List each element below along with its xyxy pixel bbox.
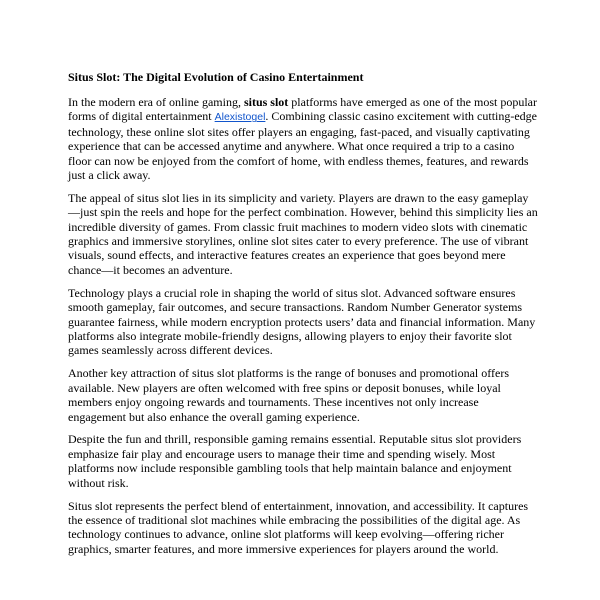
paragraph-appeal — [68, 191, 538, 277]
body-text: platforms have emerged as one of the most popular forms of digital entertainment — [68, 94, 538, 124]
document-body — [68, 95, 538, 556]
document-title: Situs Slot: The Digital Evolution of Casino Entertainment — [68, 70, 364, 84]
alexistogel-link[interactable]: Alexistogel — [214, 111, 266, 124]
body-text: Despite the fun and thrill, responsible gaming remains essential. Reputable situs slot providers emphasize fair play and encourage users to manage their time and spending wisely. Most platforms now include responsible gambling tools that help maintain balance and enjoyment without risk. — [68, 432, 522, 490]
paragraph-responsible — [68, 432, 538, 490]
body-text: In the modern era of online gaming, — [68, 94, 244, 109]
paragraph-bonuses — [68, 366, 538, 424]
paragraph-intro — [68, 95, 538, 182]
body-text: Situs slot represents the perfect blend of entertainment, innovation, and accessibility. It captures the essence of traditional slot machines while embracing the possibilities of the digital age. As technology continues to advance, online slot platforms will keep evolving—offering richer graphics, smarter features, and more immersive experiences for players around the world. — [68, 498, 529, 556]
body-text: Another key attraction of situs slot platforms is the range of bonuses and promotional offers available. New players are often welcomed with free spins or deposit bonuses, while loyal members enjoy ongoing rewards and tournaments. These incentives not only increase engagement but also enhance the overall gaming experience. — [68, 366, 510, 424]
body-text: The appeal of situs slot lies in its simplicity and variety. Players are drawn to the easy gameplay—just spin the reels and hope for the perfect combination. However, behind this simplicity lies an incredible diversity of games. From classic fruit machines to modern video slots with cinematic graphics and immersive storylines, online slot sites cater to every preference. The use of vibrant visuals, sound effects, and interactive features creates an experience that goes beyond mere chance—it becomes an adventure. — [68, 190, 538, 277]
paragraph-conclusion — [68, 499, 538, 557]
paragraph-technology — [68, 286, 538, 358]
body-text: . Combining classic casino excitement with cutting-edge technology, these online slot sites offer players an engaging, fast-paced, and visually captivating experience that can be accessed anytime and anywhere. What once required a trip to a casino floor can now be enjoyed from the comfort of home, with endless themes, features, and rewards just a click away. — [68, 109, 538, 182]
bold-inline-text: situs slot — [243, 94, 289, 109]
body-text: Technology plays a crucial role in shaping the world of situs slot. Advanced software ensures smooth gameplay, fair outcomes, and secure transactions. Random Number Generator systems guarantee fairness, while modern encryption protects users’ data and financial information. Many platforms also integrate mobile-friendly designs, allowing players to enjoy their favorite slot games seamlessly across different devices. — [68, 285, 536, 358]
